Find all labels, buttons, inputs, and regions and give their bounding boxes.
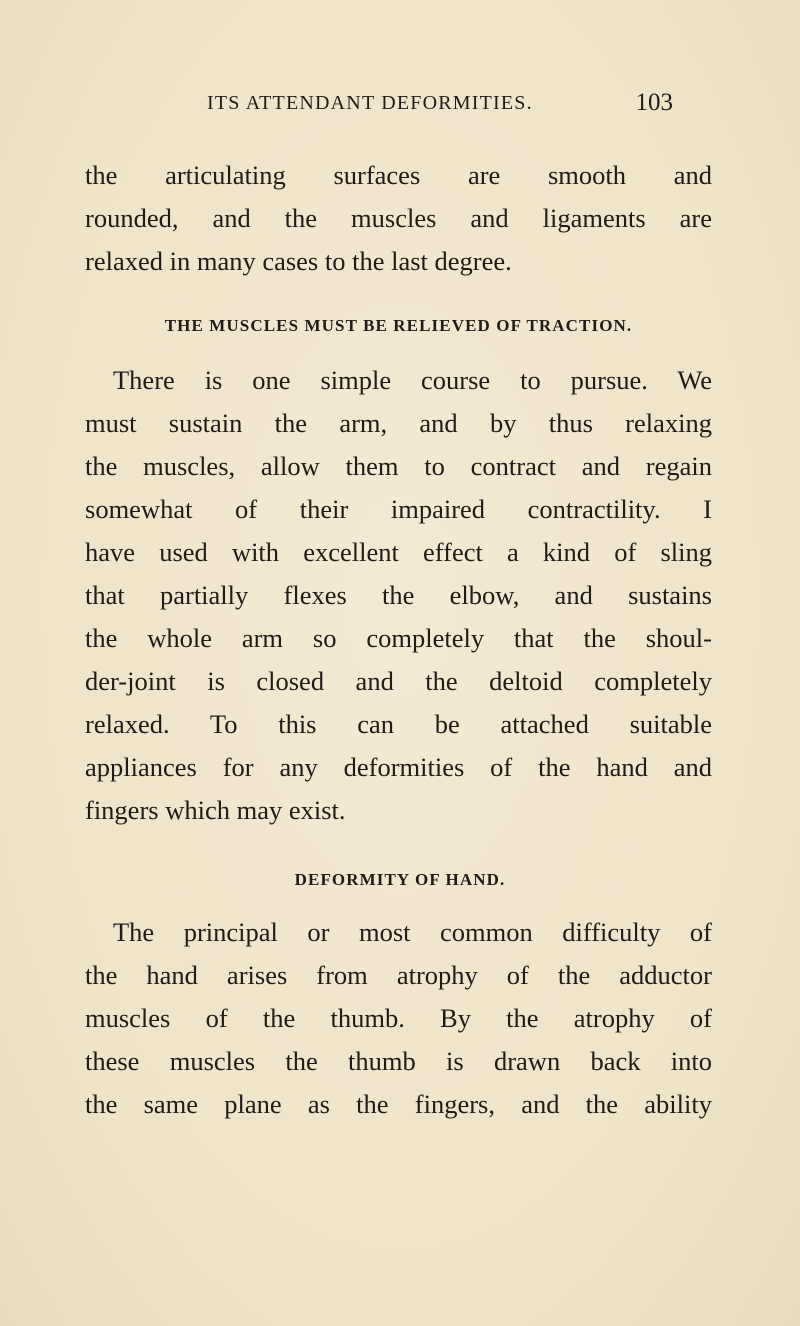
page-number: 103 [635,89,673,116]
text-line: the articulating surfaces are smooth and [85,160,712,190]
text-line: have used with excellent effect a kind of sling [85,537,712,567]
text-line: rounded, and the muscles and ligaments are [85,203,712,233]
text-line: The principal or most common difficulty of [113,917,712,947]
text-line: these muscles the thumb is drawn back into [85,1046,712,1076]
text-line: der-joint is closed and the deltoid completely [85,666,712,696]
text-line: muscles of the thumb. By the atrophy of [85,1003,712,1033]
text-line: relaxed. To this can be attached suitable [85,709,712,739]
text-line: fingers which may exist. [85,795,346,825]
text-line: There is one simple course to pursue. We [113,365,712,395]
section-heading: DEFORMITY OF HAND. [294,870,506,889]
text-line: that partially flexes the elbow, and sustains [85,580,712,610]
text-line: the muscles, allow them to contract and regain [85,451,712,481]
text-line: the whole arm so completely that the shoul- [85,623,712,653]
text-line: the hand arises from atrophy of the adductor [85,960,712,990]
text-line: relaxed in many cases to the last degree. [85,246,512,276]
text-line: must sustain the arm, and by thus relaxing [85,408,712,438]
section-heading: THE MUSCLES MUST BE RELIEVED OF TRACTION. [164,316,633,335]
running-head [207,89,673,122]
text-line: the same plane as the fingers, and the ability [85,1089,712,1119]
running-title: ITS ATTENDANT DEFORMITIES. [207,92,533,114]
text-line: appliances for any deformities of the hand and [85,752,712,782]
text-line: somewhat of their impaired contractility. I [85,494,712,524]
